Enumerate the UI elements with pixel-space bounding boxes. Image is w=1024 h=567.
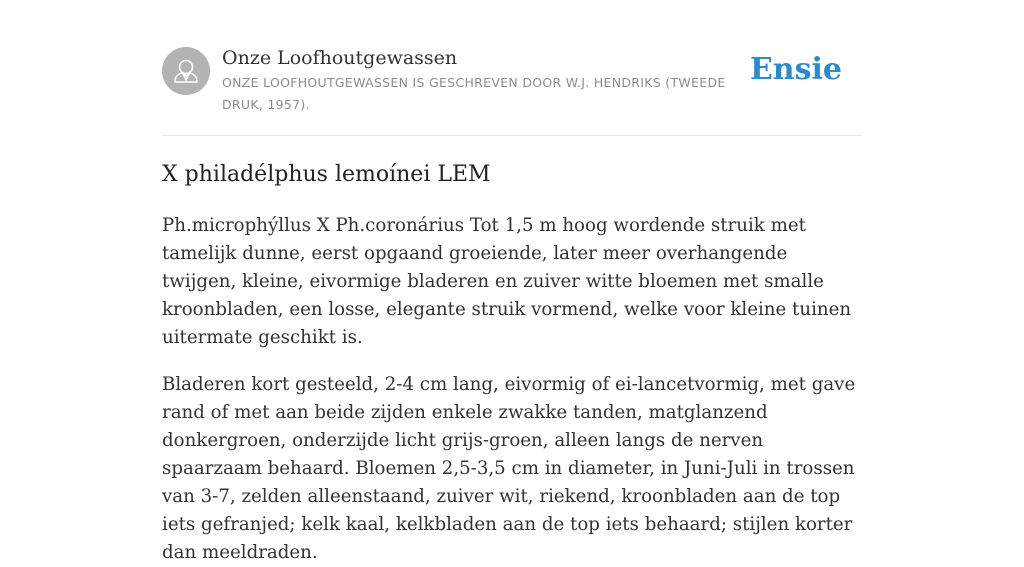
- source-header: [162, 46, 862, 136]
- user-outline-icon: [162, 47, 210, 95]
- article-paragraph-2: Bladeren kort gesteeld, 2-4 cm lang, eivormig of ei-lancetvormig, met gave rand of met aan beide zijden enkele zwakke tanden, matglanzend donkergroen, onderzijde licht grijs-groen, alleen langs de nerven spaarzaam behaard. Bloemen 2,5-3,5 cm in diameter, in Juni-Juli in trossen van 3-7, zelden alleenstaand, zuiver wit, riekend, kroonbladen aan de top iets gefranjed; kelk kaal, kelkbladen aan de top iets behaard; stijlen korter dan meeldraden.: [162, 374, 856, 563]
- article: [162, 158, 866, 567]
- article-title: X philadélphus lemoínei LEM: [162, 162, 491, 187]
- ensie-logo[interactable]: Ensie: [749, 52, 842, 87]
- article-paragraph-1: Ph.microphýllus X Ph.coronárius Tot 1,5 m hoog wordende struik met tamelijk dunne, eerst opgaand groeiende, later meer overhangende twijgen, kleine, eivormige bladeren en zuiver witte bloemen met smalle kroonbladen, een losse, elegante struik vormend, welke voor kleine tuinen uitermate geschikt is.: [162, 215, 852, 348]
- book-title[interactable]: Onze Loofhoutgewassen: [222, 47, 458, 69]
- author-avatar[interactable]: [162, 47, 210, 95]
- book-description: ONZE LOOFHOUTGEWASSEN IS GESCHREVEN DOOR W.J. HENDRIKS (TWEEDE DRUK, 1957).: [222, 75, 726, 112]
